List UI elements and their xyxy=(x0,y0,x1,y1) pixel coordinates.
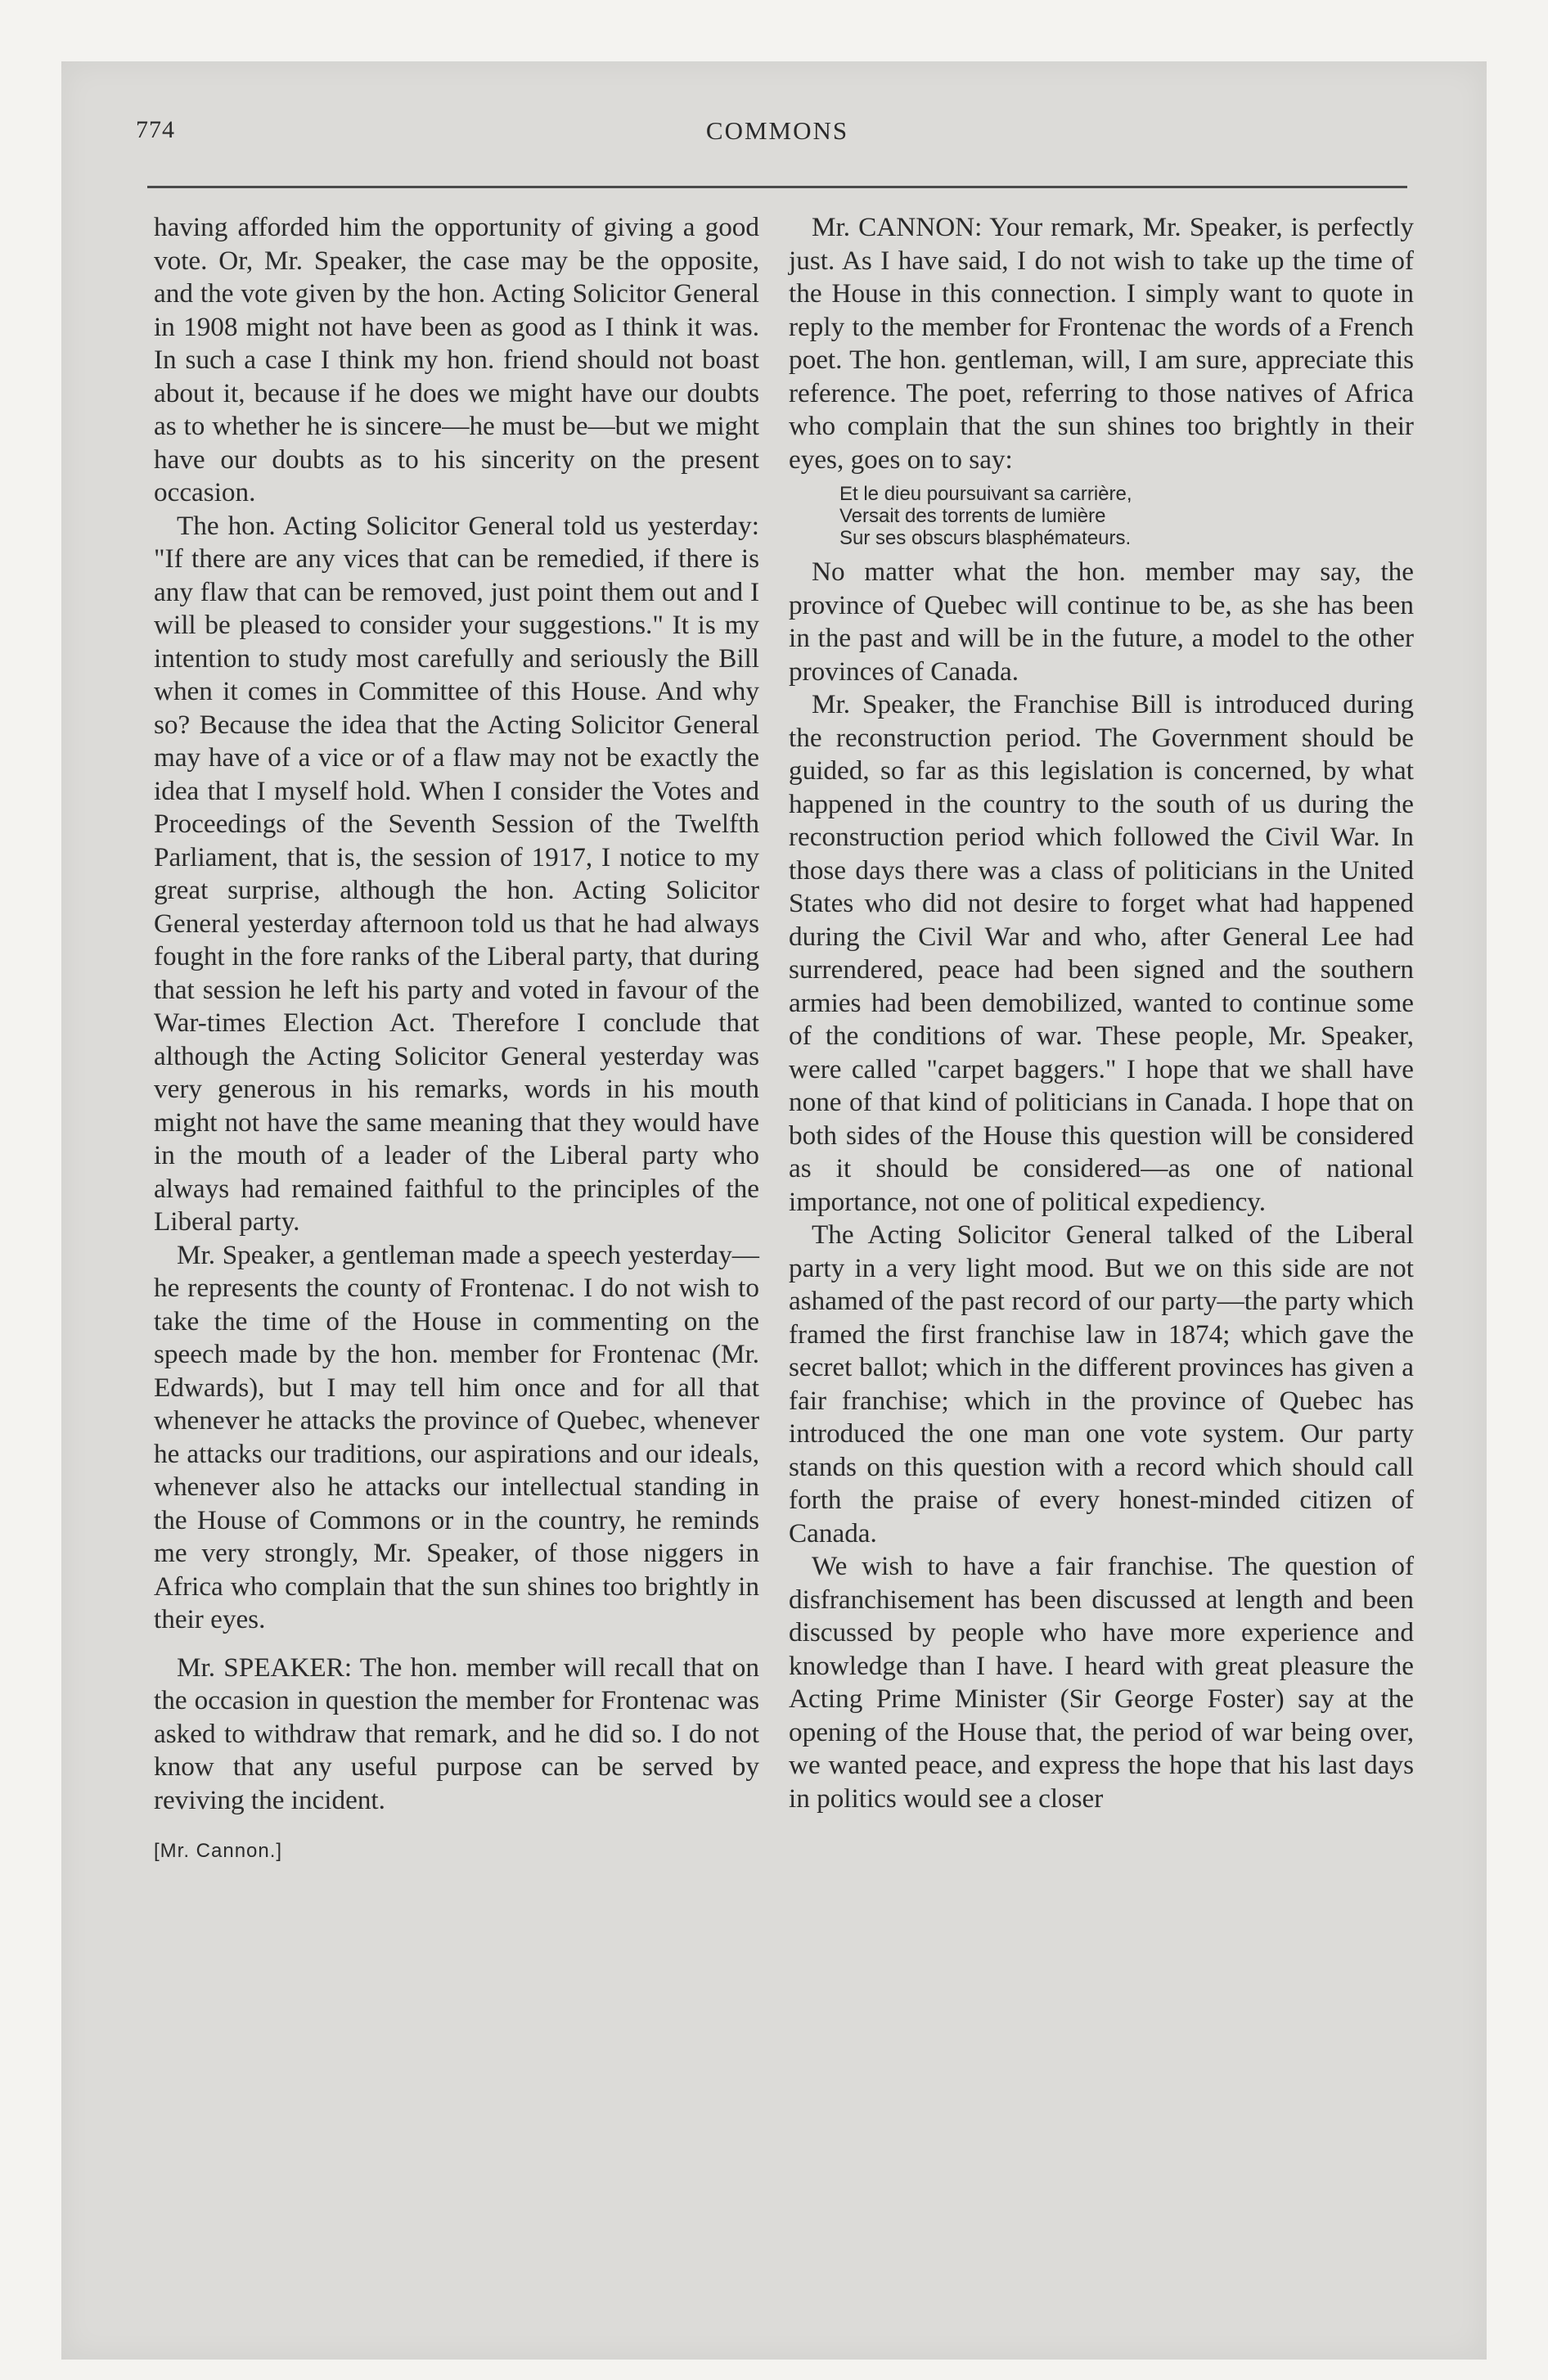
header-rule xyxy=(147,186,1407,188)
poem-line: Sur ses obscurs blasphémateurs. xyxy=(839,527,1132,549)
right-column xyxy=(789,211,1414,1815)
left-column xyxy=(154,211,759,1868)
paragraph: We wish to have a fair franchise. The question of disfranchisement has been discussed at length and been discussed by people who have more experience and knowledge than I have. I heard with great pleasure the Acting Prime Minister (Sir George Foster) say at the opening of the House that, the period of war being over, we wanted peace, and express the hope that his last days in politics would see a closer xyxy=(789,1551,1414,1814)
paragraph: The hon. Acting Solicitor General told us yesterday: "If there are any vices that can be remedied, if there is any flaw that can be removed, just point them out and I will be pleased to consider your suggestions." It is my intention to study most carefully and seriously the Bill when it comes in Committee of this House. And why so? Because the idea that the Acting Solicitor General may have of a vice or of a flaw may not be exactly the idea that I myself hold. When I consider the Votes and Proceedings of the Seventh Session of the Twelfth Parliament, that is, the session of 1917, I notice to my great surprise, although the hon. Acting Solicitor General yesterday afternoon told us that he had always fought in the fore ranks of the Liberal party, that during that session he left his party and voted in favour of the War-times Election Act. Therefore I conclude that although the Acting Solicitor General yesterday was very generous in his remarks, words in his mouth might not have the same meaning that they would have in the mouth of a leader of the Liberal party who always had remained faithful to the principles of the Liberal party. xyxy=(154,510,759,1237)
paragraph: Mr. Speaker, the Franchise Bill is introduced during the reconstruction period. The Government should be guided, so far as this legislation is concerned, by what happened in the country to the south of us during the reconstruction period which followed the Civil War. In those days there was a class of politicians in the United States who did not desire to forget what had happened during the Civil War and who, after General Lee had surrendered, peace had been signed and the southern armies had been demobilized, wanted to continue some of the conditions of war. These people, Mr. Speaker, were called "carpet baggers." I hope that we shall have none of that kind of politicians in Canada. I hope that on both sides of the House this question will be considered as it should be considered—as one of national importance, not one of political expediency. xyxy=(789,689,1414,1217)
poem-line: Et le dieu poursuivant sa carrière, xyxy=(839,483,1132,505)
paragraph: Mr. Speaker, a gentleman made a speech yesterday—he represents the county of Frontenac. I do not wish to take the time of the House in commenting on the speech made by the hon. member for Frontenac (Mr. Edwards), but I may tell him once and for all that whenever he attacks the province of Quebec, whenever he attacks our traditions, our aspirations and our ideals, whenever also he attacks our intellectual standing in the House of Commons or in the country, he reminds me very strongly, Mr. Speaker, of those niggers in Africa who complain that the sun shines too brightly in their eyes. xyxy=(154,1239,759,1634)
page-number: 774 xyxy=(136,116,175,143)
speaker-footer: [Mr. Cannon.] xyxy=(154,1840,283,1862)
page-header xyxy=(136,116,1419,157)
paragraph: having afforded him the opportunity of giving a good vote. Or, Mr. Speaker, the case may be the opposite, and the vote given by the hon. Acting Solicitor General in 1908 might not have been as good as I think it was. In such a case I think my hon. friend should not boast about it, because if he does we might have our doubts as to whether he is sincere—he must be—but we might have our doubts as to his sincerity on the present occasion. xyxy=(154,212,759,507)
paragraph: Mr. SPEAKER: The hon. member will recall that on the occasion in question the member for Frontenac was asked to withdraw that remark, and he did so. I do not know that any useful purpose can be served by reviving the incident. xyxy=(154,1652,759,1815)
poem-line: Versait des torrents de lumière xyxy=(839,505,1106,527)
running-head: COMMONS xyxy=(705,116,849,145)
paragraph: Mr. CANNON: Your remark, Mr. Speaker, is perfectly just. As I have said, I do not wish to take up the time of the House in this connection. I simply want to quote in reply to the member for Frontenac the words of a French poet. The hon. gentleman, will, I am sure, appreciate this reference. The poet, referring to those natives of Africa who complain that the sun shines too brightly in their eyes, goes on to say: xyxy=(789,212,1414,475)
paragraph: The Acting Solicitor General talked of the Liberal party in a very light mood. But we on this side are not ashamed of the past record of our party—the party which framed the first franchise law in 1874; which gave the secret ballot; which in the different provinces has given a fair franchise; which in the province of Quebec has introduced the one man one vote system. Our party stands on this question with a record which should call forth the praise of every honest-minded citizen of Canada. xyxy=(789,1219,1414,1548)
paragraph: No matter what the hon. member may say, the province of Quebec will continue to be, as she has been in the past and will be in the future, a model to the other provinces of Canada. xyxy=(789,557,1414,687)
poem-quote xyxy=(839,483,1414,549)
